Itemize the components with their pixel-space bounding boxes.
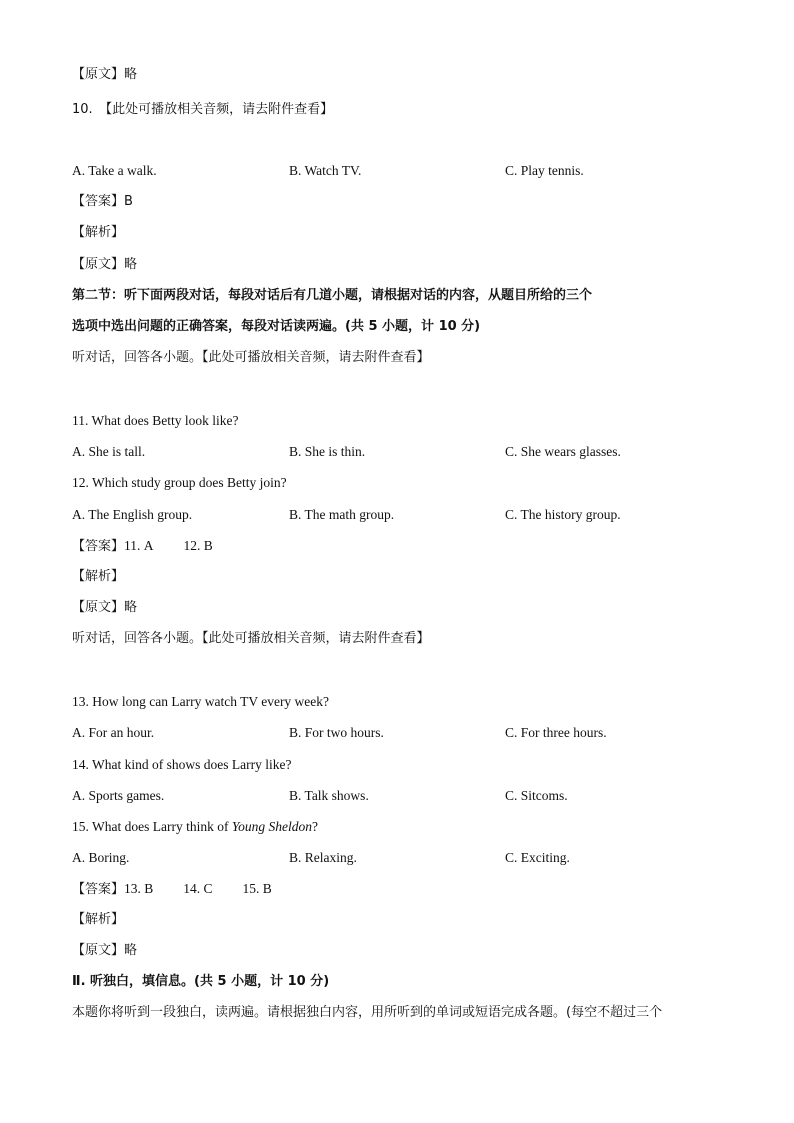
original-text-note: 【原文】略	[72, 67, 138, 82]
q15-option-c: C. Exciting.	[505, 850, 570, 865]
section-ii-instruction: 本题你将听到一段独白，读两遍。请根据独白内容，用所听到的单词或短语完成各题。(每空不超过三个	[72, 1005, 663, 1020]
question-12: 12. Which study group does Betty join?	[72, 475, 287, 490]
show-title: Young Sheldon	[231, 819, 312, 834]
section-2-heading-line2: 选项中选出问题的正确答案，每段对话读两遍。(共 5 小题，计 10 分)	[72, 319, 481, 334]
original-text-note: 【原文】略	[72, 257, 138, 272]
question-mark: ?	[311, 819, 318, 834]
q14-option-a: A. Sports games.	[72, 788, 165, 803]
listen-dialogue-2-audio[interactable]: 听对话，回答各小题。【此处可播放相关音频，请去附件查看】	[72, 631, 430, 646]
answer-item: 12. B	[183, 538, 213, 553]
answer-item: 14. C	[183, 881, 213, 896]
question-15-text: 15. What does Larry think of	[72, 819, 232, 834]
original-text-note: 【原文】略	[72, 943, 138, 958]
question-14: 14. What kind of shows does Larry like?	[72, 757, 292, 772]
answer-10: 【答案】B	[72, 194, 133, 209]
q11-option-b: B. She is thin.	[289, 444, 366, 459]
q10-option-a: A. Take a walk.	[72, 163, 157, 178]
answer-item: 15. B	[242, 881, 272, 896]
q13-option-a: A. For an hour.	[72, 725, 155, 740]
section-ii-heading: Ⅱ. 听独白，填信息。(共 5 小题，计 10 分)	[72, 974, 330, 989]
question-15	[72, 818, 318, 836]
analysis-label: 【解析】	[72, 569, 125, 584]
q13-option-b: B. For two hours.	[289, 725, 384, 740]
q11-option-c: C. She wears glasses.	[505, 444, 621, 459]
answer-label: 【答案】	[72, 539, 125, 554]
q11-option-a: A. She is tall.	[72, 444, 146, 459]
q15-option-b: B. Relaxing.	[289, 850, 357, 865]
listen-dialogue-1-audio[interactable]: 听对话，回答各小题。【此处可播放相关音频，请去附件查看】	[72, 350, 430, 365]
section-2-heading-line1: 第二节：听下面两段对话，每段对话后有几道小题，请根据对话的内容，从题目所给的三个	[72, 288, 593, 303]
q10-option-c: C. Play tennis.	[505, 163, 584, 178]
analysis-label: 【解析】	[72, 225, 125, 240]
answer-item: 11. A	[124, 538, 154, 553]
answer-11-12	[72, 537, 213, 556]
q12-option-a: A. The English group.	[72, 507, 193, 522]
answer-label: 【答案】	[72, 882, 125, 897]
q13-option-c: C. For three hours.	[505, 725, 607, 740]
question-10-audio[interactable]: 10. 【此处可播放相关音频，请去附件查看】	[72, 102, 334, 117]
answer-13-15	[72, 880, 272, 899]
q14-option-b: B. Talk shows.	[289, 788, 369, 803]
question-13: 13. How long can Larry watch TV every week?	[72, 694, 330, 709]
answer-item: 13. B	[124, 881, 154, 896]
q15-option-a: A. Boring.	[72, 850, 130, 865]
q12-option-c: C. The history group.	[505, 507, 621, 522]
analysis-label: 【解析】	[72, 912, 125, 927]
q12-option-b: B. The math group.	[289, 507, 395, 522]
q14-option-c: C. Sitcoms.	[505, 788, 568, 803]
question-11: 11. What does Betty look like?	[72, 413, 239, 428]
original-text-note: 【原文】略	[72, 600, 138, 615]
q10-option-b: B. Watch TV.	[289, 163, 362, 178]
